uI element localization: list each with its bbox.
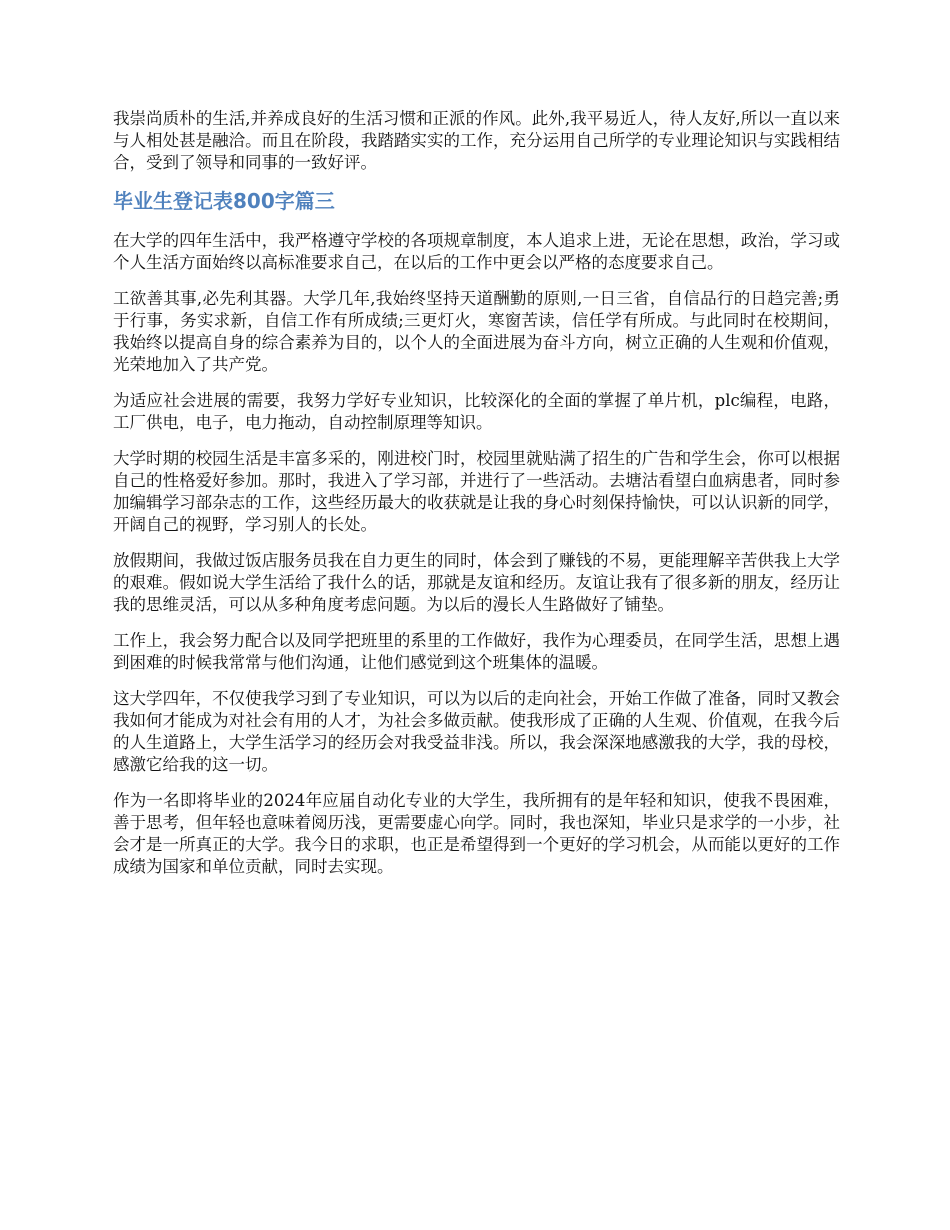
paragraph-8: 作为一名即将毕业的2024年应届自动化专业的大学生，我所拥有的是年轻和知识，使我不畏困难，善于思考，但年轻也意味着阅历浅，更需要虚心向学。同时，我也深知，毕业只是求学的一小步，社会才是一所真正的大学。我今日的求职，也正是希望得到一个更好的学习机会，从而能以更好的工作成绩为国家和单位贡献，同时去实现。 bbox=[113, 791, 840, 876]
paragraph-1: 在大学的四年生活中，我严格遵守学校的各项规章制度，本人追求上进，无论在思想，政治，学习或个人生活方面始终以高标准要求自己，在以后的工作中更会以严格的态度要求自己。 bbox=[113, 231, 840, 272]
paragraph-2: 工欲善其事,必先利其器。大学几年,我始终坚持天道酬勤的原则,一日三省，自信品行的日趋完善;勇于行事，务实求新，自信工作有所成绩;三更灯火，寒窗苦读，信任学有所成。与此同时在校期间，我始终以提高自身的综合素养为目的，以个人的全面进展为奋斗方向，树立正确的人生观和价值观，光荣地加入了共产党。 bbox=[113, 289, 840, 374]
intro-paragraph: 我崇尚质朴的生活,并养成良好的生活习惯和正派的作风。此外,我平易近人，待人友好,所以一直以来与人相处甚是融洽。而且在阶段，我踏踏实实的工作，充分运用自己所学的专业理论知识与实践相结合，受到了领导和同事的一致好评。 bbox=[113, 109, 840, 172]
paragraph-3: 为适应社会进展的需要，我努力学好专业知识，比较深化的全面的掌握了单片机，plc编程，电路，工厂供电，电子，电力拖动，自动控制原理等知识。 bbox=[113, 391, 840, 432]
paragraph-5: 放假期间，我做过饭店服务员我在自力更生的同时，体会到了赚钱的不易，更能理解辛苦供我上大学的艰难。假如说大学生活给了我什么的话，那就是友谊和经历。友谊让我有了很多新的朋友，经历让我的思维灵活，可以从多种角度考虑问题。为以后的漫长人生路做好了铺垫。 bbox=[113, 551, 840, 614]
paragraph-7: 这大学四年，不仅使我学习到了专业知识，可以为以后的走向社会，开始工作做了准备，同时又教会我如何才能成为对社会有用的人才，为社会多做贡献。使我形成了正确的人生观、价值观，在我今后的人生道路上，大学生活学习的经历会对我受益非浅。所以，我会深深地感激我的大学，我的母校，感激它给我的这一切。 bbox=[113, 689, 840, 774]
document-body bbox=[113, 108, 840, 892]
paragraph-6: 工作上，我会努力配合以及同学把班里的系里的工作做好，我作为心理委员，在同学生活，思想上遇到困难的时候我常常与他们沟通，让他们感觉到这个班集体的温暖。 bbox=[113, 631, 840, 672]
section-heading: 毕业生登记表800字篇三 bbox=[113, 189, 335, 213]
paragraph-4: 大学时期的校园生活是丰富多采的，刚进校门时，校园里就贴满了招生的广告和学生会，你可以根据自己的性格爱好参加。那时，我进入了学习部，并进行了一些活动。去塘沽看望白血病患者，同时参加编辑学习部杂志的工作，这些经历最大的收获就是让我的身心时刻保持愉快，可以认识新的同学，开阔自己的视野，学习别人的长处。 bbox=[113, 449, 840, 534]
